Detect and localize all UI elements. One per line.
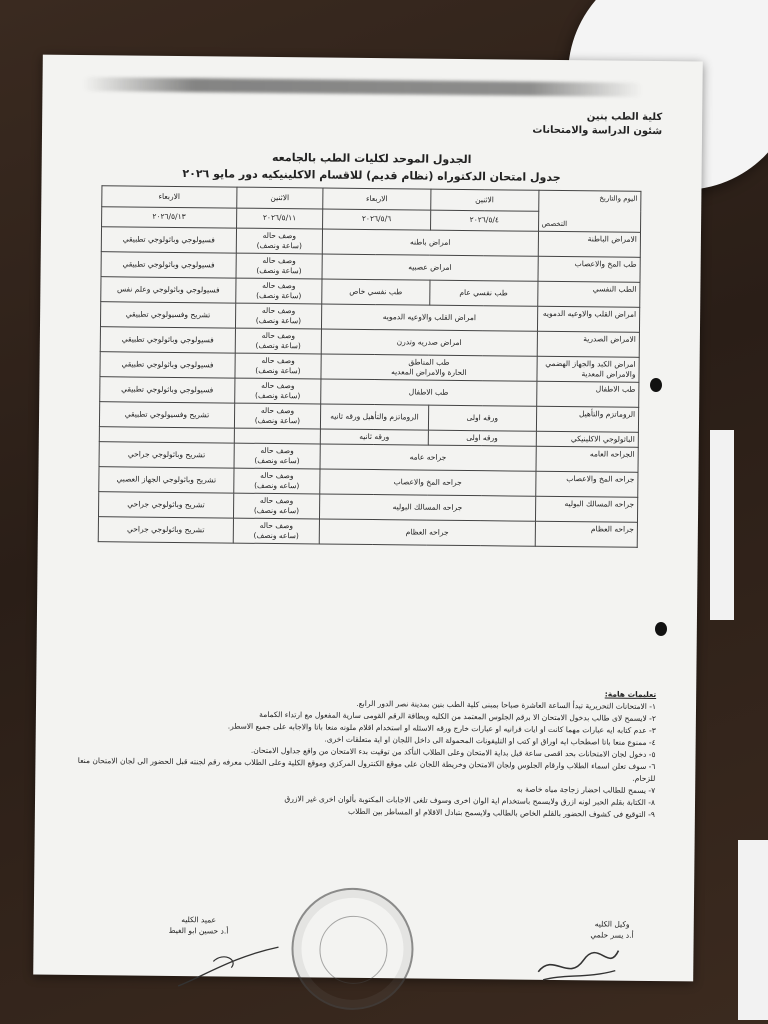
exam-cell: امراض باطنه <box>322 229 538 256</box>
instructions-section <box>65 683 656 821</box>
specialty-cell: امراض القلب والاوعيه الدمويه <box>537 306 640 332</box>
document-title <box>42 147 702 188</box>
corner-day-label: اليوم والتاريخ <box>599 194 638 203</box>
dean-name: أ.د حسين ابو الغيط <box>168 925 229 936</box>
vice-dean-signature-block <box>590 918 633 940</box>
case-duration: (ساعه ونصف) <box>253 505 300 516</box>
specialty-cell: امراض الكبد والجهاز الهضمي والامراض المعدية <box>537 356 640 382</box>
header-corner-cell <box>538 190 641 232</box>
case-cell <box>234 443 320 469</box>
exam-cell: جراحه المسالك البوليه <box>320 494 536 521</box>
case-label: وصف حاله <box>261 355 295 366</box>
specialty-cell: الطب النفسي <box>537 281 640 307</box>
day-header: الاثنين <box>431 189 539 211</box>
background-paper-strip <box>710 430 734 620</box>
vice-dean-title: وكيل الكليه <box>594 919 630 929</box>
instruction-item: ٩- التوقيع فى كشوف الحضور بالقلم الخاص بالطالب ولايسمح بتبادل الاقلام او المساطر بين الطلاب <box>348 806 655 820</box>
specialty-cell: طب المخ والاعصاب <box>538 256 641 282</box>
punch-hole <box>650 378 662 392</box>
scan-artifact <box>82 77 642 97</box>
specialty-cell: الامراض الصدرية <box>537 331 640 357</box>
exam-cell: جراحه المخ والاعصاب <box>320 469 536 496</box>
day-header: الاربعاء <box>102 186 237 208</box>
instruction-item: ١- الامتحانات التحريرية تبدأ الساعة العاشرة صباحا بمبنى كلية الطب بنين بمدينة نصر الدور الرابع. <box>356 698 657 712</box>
empty-cell <box>234 428 320 444</box>
specialty-cell: الروماتزم والتأهيل <box>536 406 639 432</box>
case-duration: (ساعة ونصف) <box>255 365 301 376</box>
applied-cell: تشريح وفسيولوجي تطبيقي <box>100 302 235 328</box>
applied-cell: فسيولوجي وباثولوجي تطبيقي <box>101 227 236 253</box>
instruction-item: ٤- ممنوع منعا باتا اصطحاب ايه اوراق او كتب او التليفونات المحمولة الى داخل اللجان او اية متعلقات اخرى. <box>324 734 656 748</box>
exam-cell <box>321 354 537 381</box>
case-duration: (ساعة ونصف) <box>254 415 301 426</box>
specialty-cell: جراحه العظام <box>535 521 638 547</box>
vice-dean-name: أ.د يسر حلمي <box>590 930 634 940</box>
case-label: وصف حاله <box>262 255 296 266</box>
case-label: وصف حاله <box>259 520 294 531</box>
case-cell <box>235 303 321 329</box>
case-cell <box>235 353 321 379</box>
case-label: وصف حاله <box>261 330 296 341</box>
applied-cell: تشريح وفسيولوجي تطبيقي <box>99 402 234 428</box>
applied-cell: تشريح وباثولوجي جراحي <box>98 492 233 518</box>
case-duration: (ساعه ونصف) <box>254 455 300 466</box>
department-name: شئون الدراسة والامتحانات <box>532 124 663 138</box>
dean-title: عميد الكليه <box>181 915 217 925</box>
case-label: وصف حاله <box>262 280 296 291</box>
instructions-heading: تعليمات هامة: <box>604 689 657 700</box>
exam-schedule-document <box>33 55 703 982</box>
exam-cell: امراض القلب والاوعيه الدمويه <box>322 304 538 331</box>
exam-cell: امراض عصبيه <box>322 254 538 281</box>
applied-cell: تشريح وباثولوجي جراحي <box>98 517 233 543</box>
case-cell <box>235 328 321 354</box>
faculty-name: كلية الطب بنين <box>586 111 663 124</box>
case-cell <box>234 468 320 494</box>
specialty-cell: الامراض الباطنة <box>538 231 641 257</box>
applied-cell: فسيولوجي وباثولوجي تطبيقي <box>100 327 235 353</box>
specialty-cell: جراحه المسالك البوليه <box>535 496 638 522</box>
date-header: ٢٠٢٦/٥/١٣ <box>102 206 237 228</box>
case-cell <box>233 493 319 519</box>
case-cell <box>236 228 322 254</box>
table-row <box>98 517 637 548</box>
day-header: الاثنين <box>237 187 323 208</box>
applied-cell: فسيولوجي وباثولوجي تطبيقي <box>101 252 236 278</box>
exam-cell: ورقه ثانيه <box>320 429 428 445</box>
empty-cell <box>99 427 234 443</box>
instruction-item: ٦- سوف تعلن اسماء الطلاب وارقام الجلوس ولجان الامتحان وخريطة اللجان على موقع الكنترول المركزي وموقع الكلية وعلى الطلاب معرفه رقم لجنته قبل الحضور الى لجان الامتحان منعا للزحام. <box>77 755 656 784</box>
exam-cell: ورقه اولى <box>428 405 536 431</box>
case-duration: (ساعة ونصف) <box>256 290 302 301</box>
instruction-item: ٨- الكتابة بقلم الحبر لونه ازرق ولايسمح باستخدام اية الوان اخرى وسوف تلغى الاجابات المكتوبة بألوان اخرى غير الازرق <box>284 794 656 808</box>
punch-hole <box>655 622 667 636</box>
stamp-inner-ring <box>319 916 388 985</box>
exam-cell: طب نفسي عام <box>430 280 538 306</box>
corner-spec-label: التخصص <box>541 219 568 229</box>
vice-dean-signature-scribble <box>533 942 623 987</box>
date-header: ٢٠٢٦/٥/١١ <box>236 208 322 229</box>
case-label: وصف حاله <box>260 445 294 456</box>
instruction-item: ٢- لايسمح لاى طالب بدخول الامتحان الا برقم الجلوس المعتمد من الكليه وبطاقة الرقم القومى سارية المفعول مع ارتداء الكمامة <box>259 709 656 724</box>
applied-cell: فسيولوجي وباثولوجي وعلم نفس <box>101 277 236 303</box>
case-cell <box>236 253 322 279</box>
exam-cell: امراض صدريه وتدرن <box>321 329 537 356</box>
instruction-item: ٣- عدم كتابه ايه عبارات مهما كانت او ايات قرانيه او عبارات خارج ورقه الاسئله او استخدام اقلام ملونه منعا باتا والاجابه على جميع الاسطر. <box>227 721 656 736</box>
faculty-header <box>532 110 662 139</box>
case-label: وصف حاله <box>260 470 294 481</box>
specialty-cell: طب الاطفال <box>536 381 639 407</box>
applied-cell: تشريح وباثولوجي جراحي <box>99 442 234 468</box>
dean-signature-block <box>169 914 229 937</box>
exam-cell: جراحه عامه <box>320 444 536 471</box>
specialty-cell: جراحه المخ والاعصاب <box>535 471 638 497</box>
exam-cell: الروماتزم والتأهيل ورقه ثانيه <box>320 404 428 430</box>
case-label: وصف حاله <box>262 230 297 241</box>
case-label: وصف حاله <box>261 380 295 391</box>
date-header: ٢٠٢٦/٥/٤ <box>430 210 538 232</box>
case-label: وصف حاله <box>260 405 295 416</box>
exam-cell: جراحه العظام <box>319 519 535 546</box>
case-label: وصف حاله <box>261 305 296 316</box>
exam-cell: طب الاطفال <box>321 379 537 406</box>
instruction-item: ٧- يسمح للطالب احضار زجاجة مياه خاصة به <box>516 784 656 796</box>
case-duration: (ساعة ونصف) <box>254 390 301 401</box>
exam-cell: طب نفسي خاص <box>322 279 430 305</box>
case-duration: (ساعة ونصف) <box>255 315 302 326</box>
title-line-2: جدول امتحان الدكتوراه (نظام قديم) للاقسام الاكلينيكيه دور مايو ٢٠٢٦ <box>182 167 561 184</box>
case-duration: (ساعة ونصف) <box>256 240 302 251</box>
exam-cell: ورقه اولى <box>428 430 536 446</box>
date-header: ٢٠٢٦/٥/٦ <box>323 209 431 231</box>
case-cell <box>234 378 320 404</box>
case-cell <box>233 518 319 544</box>
title-line-1: الجدول الموحد لكليات الطب بالجامعه <box>271 150 472 167</box>
case-duration: (ساعة ونصف) <box>255 340 301 351</box>
background-paper-strip <box>738 840 768 1020</box>
day-header: الاربعاء <box>323 188 431 210</box>
applied-cell: تشريح وباثولوجي الجهاز العصبي <box>99 467 234 493</box>
schedule-table <box>98 185 642 548</box>
case-cell <box>234 403 320 429</box>
exam-line: طب المناطق <box>408 357 450 367</box>
dean-signature-scribble <box>173 941 284 992</box>
case-duration: (ساعه ونصف) <box>254 480 300 491</box>
applied-cell: فسيولوجي وباثولوجي تطبيقي <box>100 377 235 403</box>
case-duration: (ساعة ونصف) <box>256 265 302 276</box>
exam-line: الحارة والامراض المعديه <box>391 367 467 378</box>
instruction-item: ٥- دخول لجان الامتحانات بحد اقصى ساعة قبل بداية الامتحان وعلى الطلاب التأكد من توقيت بدء الامتحان من واقع جداول الامتحان. <box>250 745 656 760</box>
specialty-cell: الجراحه العامه <box>536 446 639 472</box>
case-cell <box>236 278 322 304</box>
specialty-cell: الباثولوجي الاكلينيكي <box>536 431 639 447</box>
case-label: وصف حاله <box>259 495 294 506</box>
applied-cell: فسيولوجي وباثولوجي تطبيقي <box>100 352 235 378</box>
case-duration: (ساعه ونصف) <box>253 530 299 541</box>
official-stamp <box>291 887 414 1010</box>
